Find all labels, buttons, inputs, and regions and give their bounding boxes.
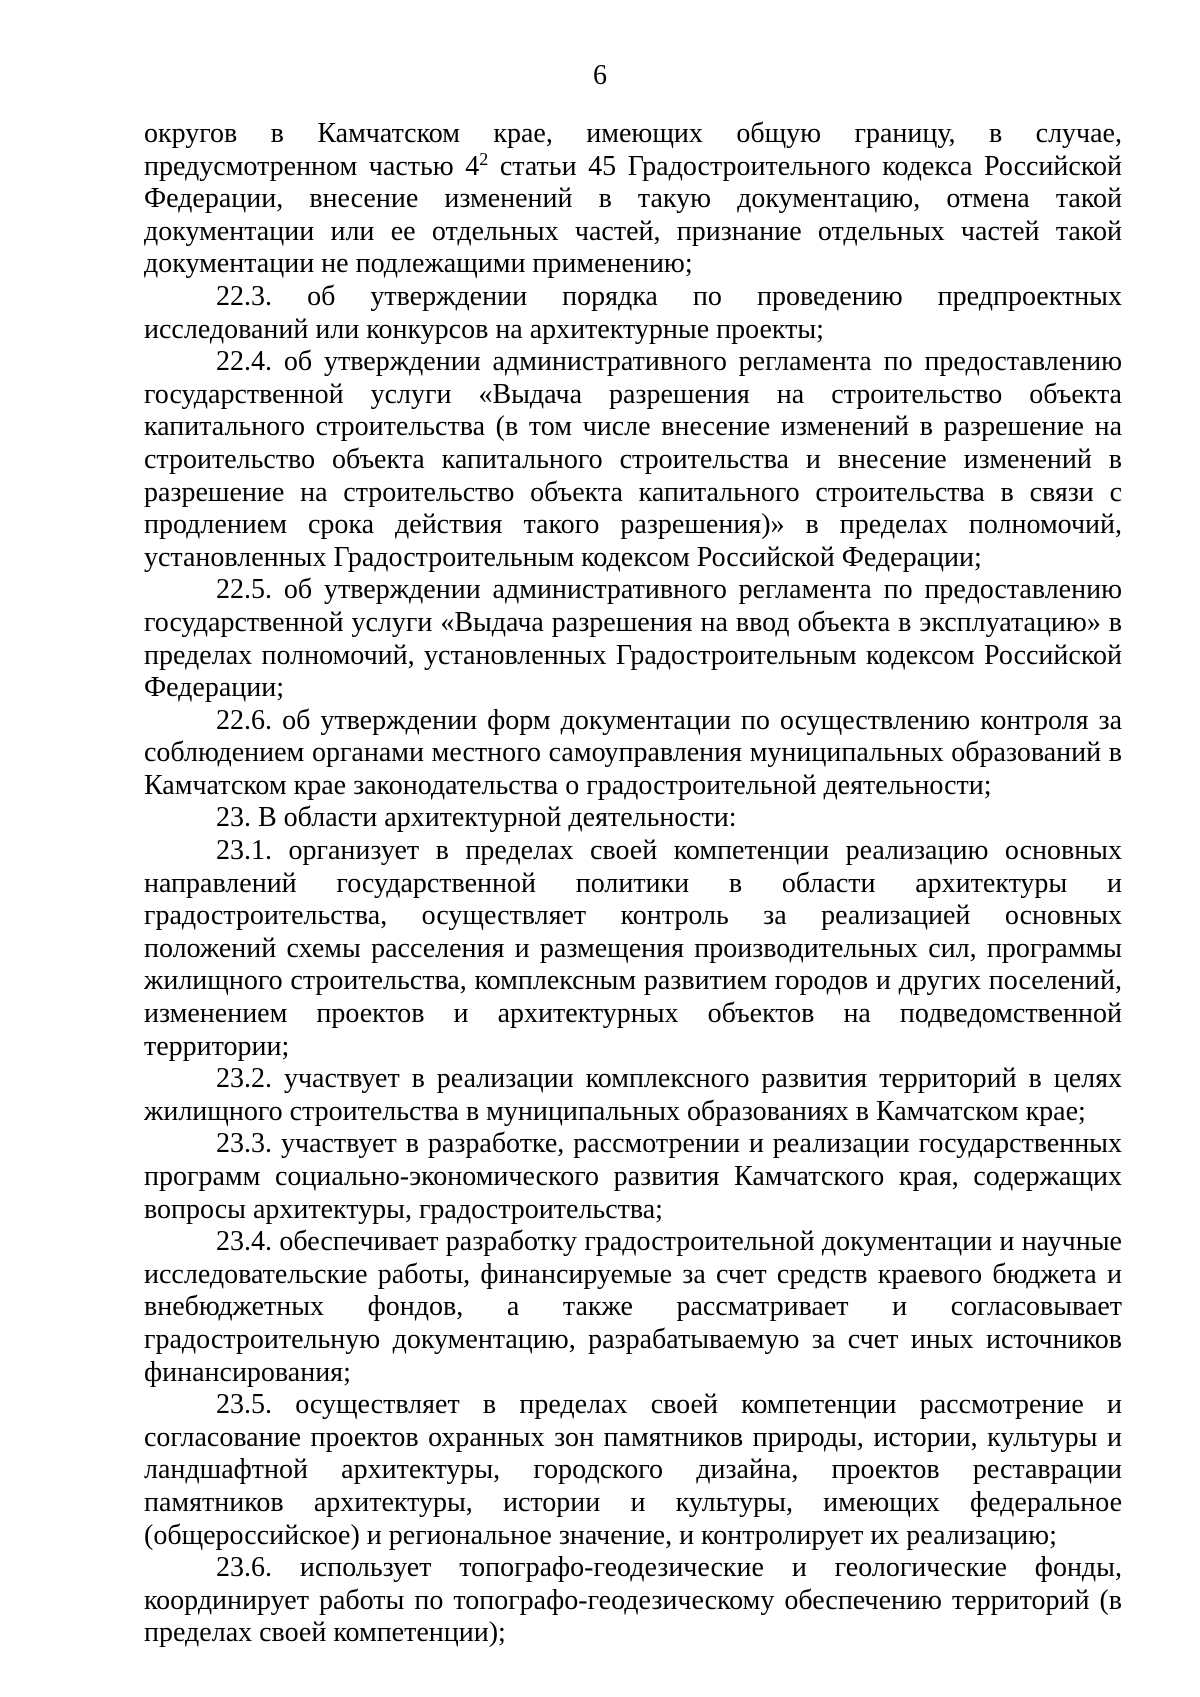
paragraph-23-heading: 23. В области архитектурной деятельности: [216, 802, 737, 834]
paragraph-23-6: 23.6. использует топографо-геодезические и геологические фонды, координирует работы по топографо-геодезическому обеспечению территорий (в пределах своей компетенции); [144, 1552, 1122, 1649]
paragraph-22-5: 22.5. об утверждении административного регламента по предоставлению государственной услуги «Выдача разрешения на ввод объекта в эксплуатацию» в пределах полномочий, установленных Градостроительным кодексом Российской Федерации; [144, 574, 1122, 704]
paragraph-22-3: 22.3. об утверждении порядка по проведению предпроектных исследований или конкурсов на архитектурные проекты; [144, 280, 1122, 345]
paragraph-23-4: 23.4. обеспечивает разработку градостроительной документации и научные исследовательские работы, финансируемые за счет средств краевого бюджета и внебюджетных фондов, а также рассматривает и согласовывает градостроительную документацию, разрабатываемую за счет иных источников финансирования; [144, 1226, 1122, 1388]
paragraph-23-5: 23.5. осуществляет в пределах своей компетенции рассмотрение и согласование проектов охранных зон памятников природы, истории, культуры и ландшафтной архитектуры, городского дизайна, проектов реставрации памятников архитектуры, истории и культуры, имеющих федеральное (общероссийское) и региональное значение, и контролирует их реализацию; [144, 1389, 1122, 1551]
paragraph-23-1: 23.1. организует в пределах своей компетенции реализацию основных направлений государственной политики в области архитектуры и градостроительства, осуществляет контроль за реализацией основных положений схемы расселения и размещения производительных сил, программы жилищного строительства, комплексным развитием городов и других поселений, изменением проектов и архитектурных объектов на подведомственной территории; [144, 835, 1122, 1062]
superscript-index: 2 [479, 148, 489, 169]
paragraph-text-part-1: округов в Камчатском крае, имеющих общую границу, в случае, предусмотренном частью 4 [144, 118, 1122, 182]
page-number: 6 [593, 60, 607, 91]
document-body [144, 118, 1122, 1650]
paragraph-text-part-2: статьи 45 Градостроительного кодекса Российской Федерации, внесение изменений в такую документацию, отмена такой документации или ее отдельных частей, признание отдельных частей такой документации не подлежащими применению; [144, 150, 1122, 280]
paragraph-22-6: 22.6. об утверждении форм документации по осуществлению контроля за соблюдением органами местного самоуправления муниципальных образований в Камчатском крае законодательства о градостроительной деятельности; [144, 704, 1122, 801]
paragraph-22-4: 22.4. об утверждении административного регламента по предоставлению государственной услуги «Выдача разрешения на строительство объекта капитального строительства (в том числе внесение изменений в разрешение на строительство объекта капитального строительства и внесение изменений в разрешение на строительство объекта капитального строительства в связи с продлением срока действия такого разрешения)» в пределах полномочий, установленных Градостроительным кодексом Российской Федерации; [144, 346, 1122, 573]
paragraph-23-2: 23.2. участвует в реализации комплексного развития территорий в целях жилищного строительства в муниципальных образованиях в Камчатском крае; [144, 1063, 1122, 1127]
paragraph-23-3: 23.3. участвует в разработке, рассмотрении и реализации государственных программ социально-экономического развития Камчатского края, содержащих вопросы архитектуры, градостроительства; [144, 1128, 1122, 1225]
paragraph-continuation [144, 118, 1122, 281]
